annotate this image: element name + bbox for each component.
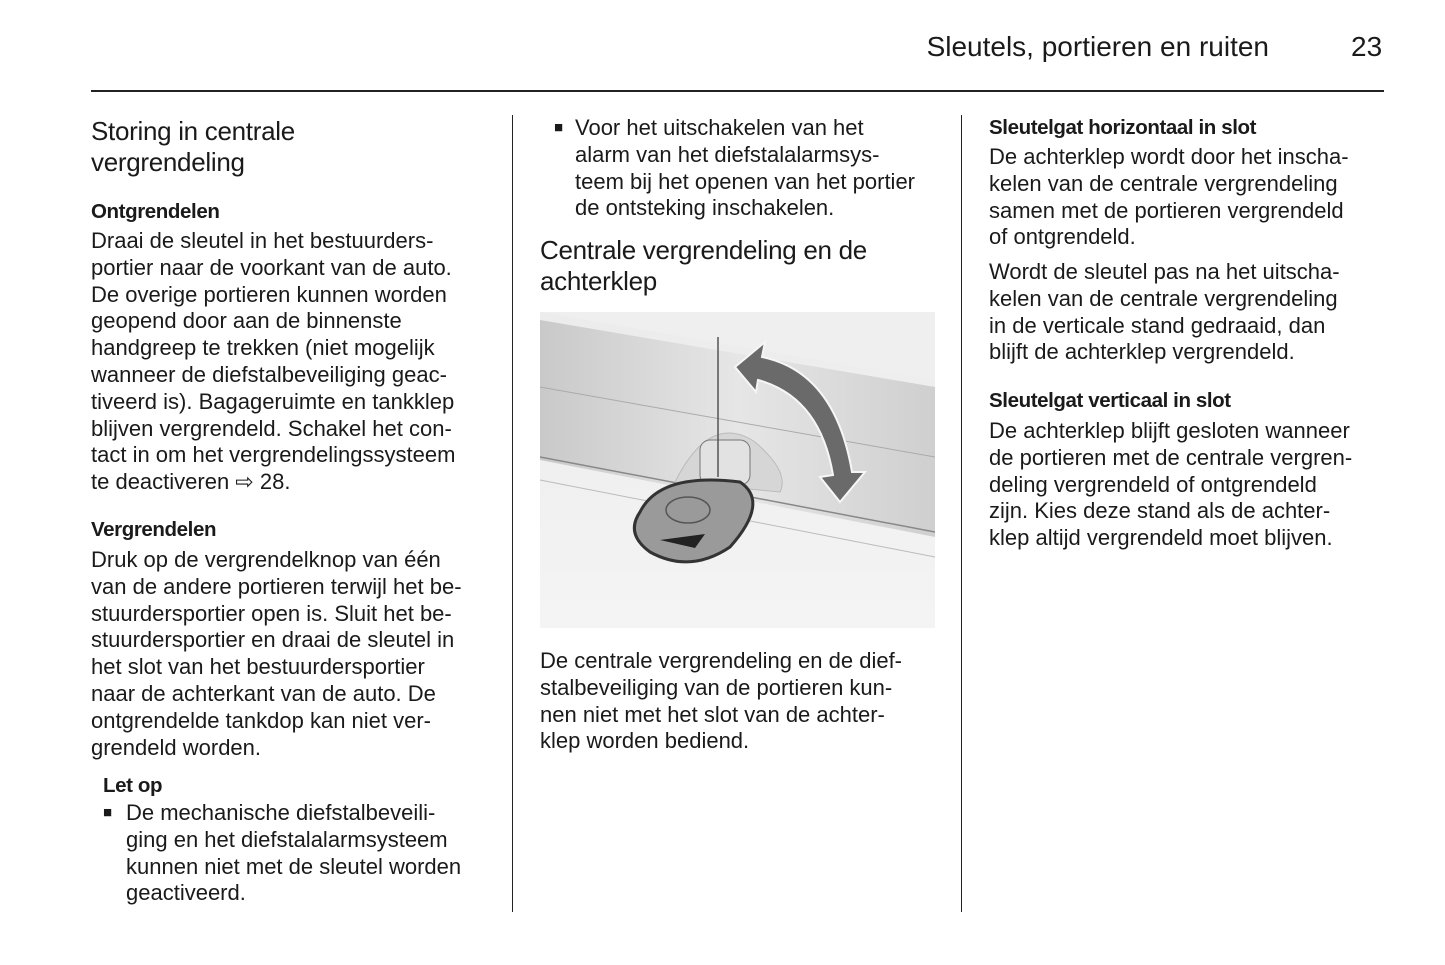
text-line: tact in om het vergrendelingssysteem xyxy=(91,442,456,468)
text-line: nen niet met het slot van de achter- xyxy=(540,701,885,727)
bullet-icon: ■ xyxy=(103,804,113,821)
section-heading xyxy=(540,235,867,297)
text-line: tiveerd is). Bagageruimte en tankklep xyxy=(91,388,455,414)
text-line: De overige portieren kunnen worden xyxy=(91,281,447,307)
text-line: geopend door aan de binnenste xyxy=(91,308,402,334)
text-line: wanneer de diefstalbeveiliging geac- xyxy=(91,361,447,387)
text-line: het slot van het bestuurdersportier xyxy=(91,654,425,680)
text-line: De achterklep blijft gesloten wanneer xyxy=(989,418,1350,443)
text-line: Voor het uitschakelen van het xyxy=(575,115,864,140)
text-line: De centrale vergrendeling en de dief- xyxy=(540,648,903,673)
text-line: teem bij het openen van het portier xyxy=(575,168,916,194)
text-line: blijft de achterklep vergrendeld. xyxy=(989,339,1295,365)
text-line: stalbeveiliging van de portieren kun- xyxy=(540,674,893,700)
note-title: Let op xyxy=(103,774,163,797)
paragraph-horizontal-2 xyxy=(989,259,1340,366)
note-bullet-text xyxy=(126,800,461,907)
paragraph-lock xyxy=(91,547,462,761)
text-line: de ontsteking inschakelen. xyxy=(575,195,835,221)
text-line: zijn. Kies deze stand als de achter- xyxy=(989,498,1331,524)
text-line: Draai de sleutel in het bestuurders- xyxy=(91,228,434,253)
section-title: Sleutels, portieren en ruiten xyxy=(926,31,1269,62)
text-line: of ontgrendeld. xyxy=(989,224,1136,250)
subheading-unlock: Ontgrendelen xyxy=(91,200,220,223)
text-line: grendeld worden. xyxy=(91,734,262,760)
text-line: portier naar de voorkant van de auto. xyxy=(91,254,452,280)
text-line: stuurdersportier open is. Sluit het be- xyxy=(91,600,452,626)
header-rule xyxy=(91,90,1384,92)
text-line: kelen van de centrale vergrendeling xyxy=(989,285,1338,311)
alarm-bullet-text xyxy=(575,115,915,222)
text-line: alarm van het diefstalalarmsys- xyxy=(575,141,880,167)
paragraph-vertical xyxy=(989,418,1352,552)
heading-line: Centrale vergrendeling en de xyxy=(540,235,867,265)
text-line: van de andere portieren terwijl het be- xyxy=(91,573,462,599)
section-heading xyxy=(91,116,295,178)
text-line: Druk op de vergrendelknop van één xyxy=(91,547,441,572)
text-line: Wordt de sleutel pas na het uitscha- xyxy=(989,259,1340,284)
heading-line: achterklep xyxy=(540,266,657,296)
text-line: handgreep te trekken (niet mogelijk xyxy=(91,335,435,361)
subheading-lock: Vergrendelen xyxy=(91,518,217,541)
text-line: geactiveerd. xyxy=(126,880,246,906)
illustration-caption xyxy=(540,648,902,755)
text-line: kelen van de centrale vergrendeling xyxy=(989,170,1338,196)
text-line: in de verticale stand gedraaid, dan xyxy=(989,312,1326,338)
text-line: ontgrendelde tankdop kan niet ver- xyxy=(91,707,432,733)
column-divider xyxy=(512,115,513,912)
text-line: De mechanische diefstalbeveili- xyxy=(126,800,436,825)
text-line: klep worden bediend. xyxy=(540,728,750,754)
tailgate-lock-illustration xyxy=(540,312,935,628)
text-line: deling vergrendeld of ontgrendeld xyxy=(989,471,1317,497)
bullet-icon: ■ xyxy=(554,119,564,136)
text-line: ging en het diefstalalarmsysteem xyxy=(126,826,448,852)
subheading-horizontal: Sleutelgat horizontaal in slot xyxy=(989,116,1257,139)
page-reference-line: te deactiveren ⇨ 28. xyxy=(91,469,291,495)
subheading-vertical: Sleutelgat verticaal in slot xyxy=(989,389,1231,412)
text-line: naar de achterkant van de auto. De xyxy=(91,680,436,706)
page-number: 23 xyxy=(1351,31,1383,62)
text-line: de portieren met de centrale vergren- xyxy=(989,444,1353,470)
heading-line: Storing in centrale xyxy=(91,116,295,146)
text-line: stuurdersportier en draai de sleutel in xyxy=(91,627,455,653)
text-line: De achterklep wordt door het inscha- xyxy=(989,144,1349,169)
heading-line: vergrendeling xyxy=(91,147,245,177)
paragraph-unlock xyxy=(91,228,455,496)
text-line: samen met de portieren vergrendeld xyxy=(989,197,1344,223)
text-line: kunnen niet met de sleutel worden xyxy=(126,853,462,879)
text-line: blijven vergrendeld. Schakel het con- xyxy=(91,415,452,441)
text-line: klep altijd vergrendeld moet blijven. xyxy=(989,525,1333,551)
column-divider xyxy=(961,115,962,912)
paragraph-horizontal-1 xyxy=(989,144,1349,251)
